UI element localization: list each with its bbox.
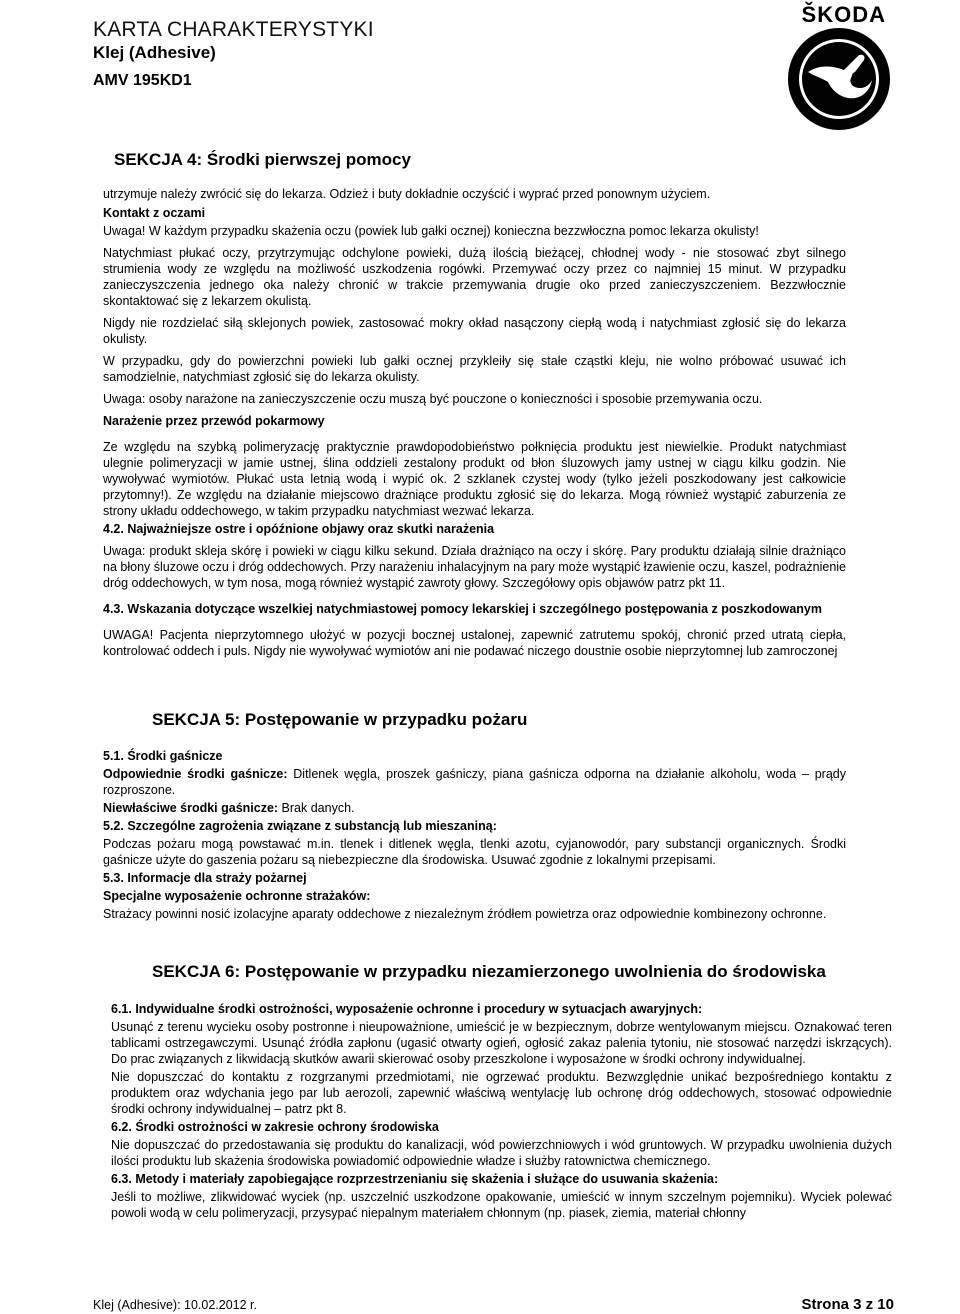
brand-name: ŠKODA: [801, 2, 886, 27]
document-type: KARTA CHARAKTERYSTYKI: [93, 18, 374, 41]
subsection-6-3-heading: 6.3. Metody i materiały zapobiegające rozprzestrzenianiu się skażenia i służące do usuwania skażenia:: [111, 1172, 719, 1186]
subsection-4-2-heading: 4.2. Najważniejsze ostre i opóźnione objawy oraz skutki narażenia: [103, 522, 495, 536]
subsection-4-3-heading: 4.3. Wskazania dotyczące wszelkiej natychmiastowej pomocy lekarskiej i szczególnego postępowania z poszkodowanym: [103, 602, 822, 616]
paragraph: Nie dopuszczać do kontaktu z rozgrzanymi przedmiotami, nie ogrzewać produktu. Bezwzględnie unikać bezpośredniego kontaktu z produktem oraz wdychania jego par lub aerozoli, zapewnić właściwą wentylację lub ochronę dróg oddechowych, stosować odpowiednie środki ochrony indywidualnej – patrz pkt 8.: [111, 1070, 892, 1116]
section-6-body: [111, 1001, 892, 1221]
suitable-label: Odpowiednie środki gaśnicze:: [103, 767, 288, 781]
equipment-heading: Specjalne wyposażenie ochronne strażaków:: [103, 889, 371, 903]
footer-document-date: Klej (Adhesive): 10.02.2012 r.: [93, 1298, 257, 1312]
subsection-5-2-heading: 5.2. Szczególne zagrożenia związane z substancją lub mieszaniną:: [103, 819, 497, 833]
paragraph: Nie dopuszczać do przedostawania się produktu do kanalizacji, wód powierzchniowych i wód gruntowych. W przypadku uwolnienia dużych ilości produktu lub skażenia środowiska powiadomić odpowiednie władze i służby ratownictwa chemicznego.: [111, 1138, 892, 1168]
suitable-text: Ditlenek węgla, proszek gaśniczy, piana gaśnicza odporna na działanie alkoholu, woda – prądy rozproszone.: [103, 767, 846, 797]
paragraph: Usunąć z terenu wycieku osoby postronne i nieupoważnione, umieścić je w bezpiecznym, dobrze wentylowanym miejscu. Oznakować teren tablicami ostrzegawczymi. Usunąć źródła zapłonu (ugasić otwarty ogień, ogłosić zakaz palenia tytoniu, nie stosować narzędzi iskrzących). Do prac związanych z likwidacją skutków awarii skierować osoby przeszkolone i wyposażone w środki ochrony indywidualnej.: [111, 1020, 892, 1066]
unsuitable-text: Brak danych.: [278, 801, 355, 815]
subsection-5-3-heading: 5.3. Informacje dla straży pożarnej: [103, 871, 307, 885]
section-4-title: SEKCJA 4: Środki pierwszej pomocy: [114, 150, 411, 169]
paragraph: W przypadku, gdy do powierzchni powieki lub gałki ocznej przykleiły się stałe cząstki kleju, nie wolno próbować usuwać ich samodzielnie, natychmiast zgłosić się do lekarza okulisty.: [103, 354, 846, 384]
paragraph: [103, 766, 846, 798]
subsection-6-2-heading: 6.2. Środki ostrożności w zakresie ochrony środowiska: [111, 1120, 439, 1134]
paragraph: Jeśli to możliwe, zlikwidować wyciek (np. uszczelnić uszkodzone opakowanie, umieścić w innym szczelnym pojemniku). Wyciek polewać powoli wodą w celu polimeryzacji, przysypać niepalnym materiałem chłonnym (np. piasek, ziemia, materiał chłonny: [111, 1190, 892, 1220]
eyes-heading: Kontakt z oczami: [103, 206, 206, 220]
paragraph: Nigdy nie rozdzielać siłą sklejonych powiek, zastosować mokry okład nasączony ciepłą wodą i natychmiast zgłosić się do lekarza okulisty.: [103, 316, 846, 346]
paragraph: Strażacy powinni nosić izolacyjne aparaty oddechowe z niezależnym źródłem powietrza oraz odpowiednie kombinezony ochronne.: [103, 907, 827, 921]
unsuitable-label: Niewłaściwe środki gaśnicze:: [103, 801, 279, 815]
section-5-body: [103, 748, 846, 922]
product-code: AMV 195KD1: [93, 72, 192, 89]
skoda-logo-icon: [786, 26, 892, 132]
section-6-title: SEKCJA 6: Postępowanie w przypadku niezamierzonego uwolnienia do środowiska: [152, 962, 826, 981]
page-number: Strona 3 z 10: [801, 1296, 894, 1313]
document-header: [93, 18, 374, 90]
paragraph: Natychmiast płukać oczy, przytrzymując odchylone powieki, dużą ilością bieżącej, chłodnej wody - nie stosować zbyt silnego strumienia wody ze względu na możliwość uszkodzenia rogówki. Przemywać oczy przez co najmniej 15 minut. W przypadku zanieczyszczenia jednego oka należy chronić w trakcie przemywania drugie oko przed zanieczyszczeniem. Bezzwłocznie skontaktować się z lekarzem okulistą.: [103, 246, 846, 308]
paragraph: Uwaga! W każdym przypadku skażenia oczu (powiek lub gałki ocznej) konieczna bezzwłoczna pomoc lekarza okulisty!: [103, 224, 759, 238]
paragraph: utrzymuje należy zwrócić się do lekarza. Odzież i buty dokładnie oczyścić i wyprać przed ponownym użyciem.: [103, 187, 711, 201]
paragraph: UWAGA! Pacjenta nieprzytomnego ułożyć w pozycji bocznej ustalonej, zapewnić zatrutemu spokój, chronić przed utratą ciepła, kontrolować oddech i puls. Nigdy nie wywoływać wymiotów ani nie podawać niczego doustnie osobie nieprzytomnej lub zamroczonej: [103, 628, 846, 658]
ingestion-heading: Narażenie przez przewód pokarmowy: [103, 414, 325, 428]
subsection-6-1-heading: 6.1. Indywidualne środki ostrożności, wyposażenie ochronne i procedury w sytuacjach awaryjnych:: [111, 1002, 703, 1016]
paragraph: Uwaga: produkt skleja skórę i powieki w ciągu kilku sekund. Działa drażniąco na oczy i skórę. Pary produktu działają silnie drażniąco na błony śluzowe oczu i dróg oddechowych. Przy narażeniu inhalacyjnym na pary może wystąpić łzawienie oczu, kaszel, podrażnienie dróg oddechowych, w tym nosa, mogą również wystąpić zawroty głowy. Szczegółowy opis objawów patrz pkt 11.: [103, 544, 846, 590]
paragraph: [103, 800, 846, 816]
subsection-5-1-heading: 5.1. Środki gaśnicze: [103, 749, 223, 763]
product-name: Klej (Adhesive): [93, 43, 216, 62]
paragraph: Ze względu na szybką polimeryzację praktycznie prawdopodobieństwo połknięcia produktu jest niewielkie. Produkt natychmiast ulegnie polimeryzacji w jamie ustnej, ślina oddzieli zestalony produkt od błon śluzowych jamy ustnej w ciągu kilku godzin. Nie wywoływać wymiotów. Płukać usta letnią wodą i wypić ok. 2 szklanek czystej wody (tylko jeżeli poszkodowany jest całkowicie przytomny!). Ze względu na działanie miejscowo drażniące produktu zgłosić się do lekarza. Mogą również wystąpić zaburzenia ze strony układu oddechowego, w takim przypadku natychmiast wezwać lekarza.: [103, 440, 846, 518]
paragraph: Podczas pożaru mogą powstawać m.in. tlenek i ditlenek węgla, tlenki azotu, cyjanowodór, pary substancji organicznych. Środki gaśnicze użyte do gaszenia pożaru są niebezpieczne dla środowiska. Usuwać zgodnie z lokalnymi przepisami.: [103, 837, 846, 867]
paragraph: Uwaga: osoby narażone na zanieczyszczenie oczu muszą być pouczone o konieczności i sposobie przemywania oczu.: [103, 392, 763, 406]
section-5-title: SEKCJA 5: Postępowanie w przypadku pożaru: [152, 710, 528, 729]
section-4-body: [103, 186, 846, 659]
